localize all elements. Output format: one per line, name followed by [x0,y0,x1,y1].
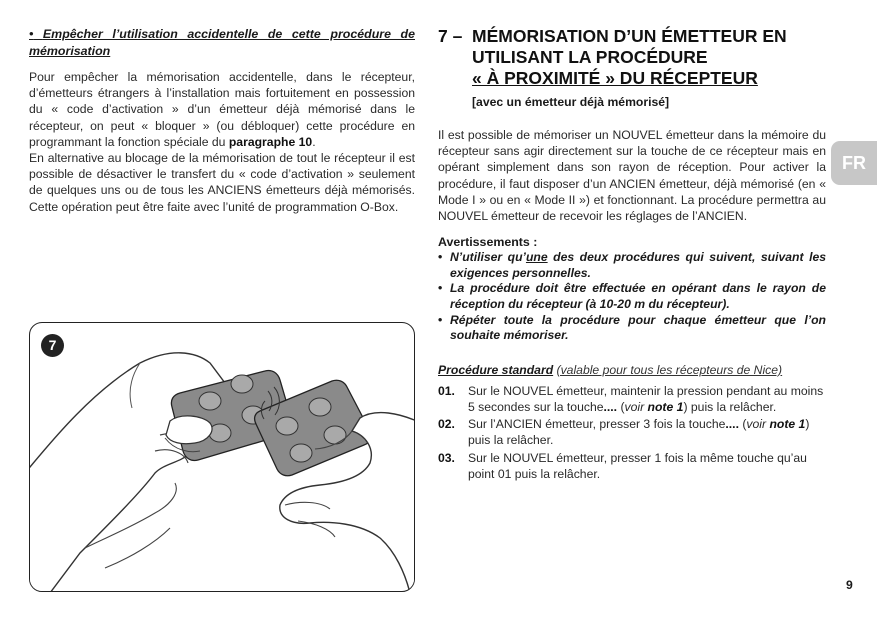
warning-item: • N’utiliser qu’une des deux procédures qui suivent, suivant les exigences personnelles. [438,250,827,280]
procedure-note: (valable pour tous les récepteurs de Nice) [556,362,783,377]
left-column [29,26,415,215]
section-title [438,26,826,89]
figure-number-badge: 7 [41,334,64,357]
language-tab: FR [831,141,877,185]
procedure-steps [438,384,826,483]
warning-item: • Répéter toute la procédure pour chaque émetteur que l’on souhaite mémoriser. [438,312,826,343]
hands-with-remotes-illustration [30,323,415,592]
subheading-text: Empêcher l’utilisation accidentelle de cette procédure de mémorisation [29,27,415,58]
paragraph-reference: paragraphe 10 [228,134,313,149]
step-item: 03. Sur le NOUVEL émetteur, presser 1 fois la même touche qu’au point 01 puis la relâcher. [438,450,807,481]
section-subtitle: [avec un émetteur déjà mémorisé] [472,95,670,109]
intro-paragraph: Il est possible de mémoriser un NOUVEL émetteur dans la mémoire du récepteur sans agir directement sur la touche de ce récepteur mais en opérant simplement dans son rayon de réception. Pour activer la procédure, il faut disposer d’un ANCIEN émetteur, déjà mémorisé (en « Mode I » ou en « Mode II ») et fonctionnant. La procédure permettra au NOUVEL émetteur de recevoir les réglages de l’ANCIEN. [438,128,826,224]
title-line-3: « À PROXIMITÉ » DU RÉCEPTEUR [472,68,758,88]
figure-7-illustration [29,322,415,592]
title-line-2: UTILISANT LA PROCÉDURE [472,47,708,67]
procedure-heading [438,362,826,378]
section-number: 7 – [438,26,463,46]
warnings-list [438,250,826,344]
warning-item: • La procédure doit être effectuée en opérant dans le rayon de réception du récepteur (à 10-20 m du récepteur). [438,281,826,311]
page-number: 9 [846,578,853,592]
section-subheading: • Empêcher l’utilisation accidentelle de cette procédure de mémorisation [29,27,415,58]
right-column [438,26,826,485]
paragraph-block-2: En alternative au blocage de la mémorisation de tout le récepteur il est possible de désactiver le transfert du « code d’activation » seulement de quelques uns ou de tous les ANCIENS émetteurs déjà mémorisés. Cette opération peut être faite avec l’unité de programmation O-Box. [29,151,415,214]
step-item: 02. Sur l’ANCIEN émetteur, presser 3 fois la touche.... (voir note 1) puis la relâcher. [438,417,810,448]
procedure-label: Procédure standard [438,362,554,377]
title-line-1: MÉMORISATION D’UN ÉMETTEUR EN [472,26,787,46]
left-thumb-drawing [166,416,212,444]
paragraph-block-1: Pour empêcher la mémorisation accidentelle, dans le récepteur, d’émetteurs étrangers à l’installation mais fortuitement en possession du « code d’activation » d’un émetteur déjà mémorisé dans le récepteur, on peut « bloquer » (ou débloquer) cette procédure en programmant la fonction spéciale du paragraphe 10. [29,70,415,149]
step-item: 01. Sur le NOUVEL émetteur, maintenir la pression pendant au moins 5 secondes sur la touche.... (voir note 1) puis la relâcher. [438,383,824,414]
warnings-title: Avertissements : [438,235,538,250]
